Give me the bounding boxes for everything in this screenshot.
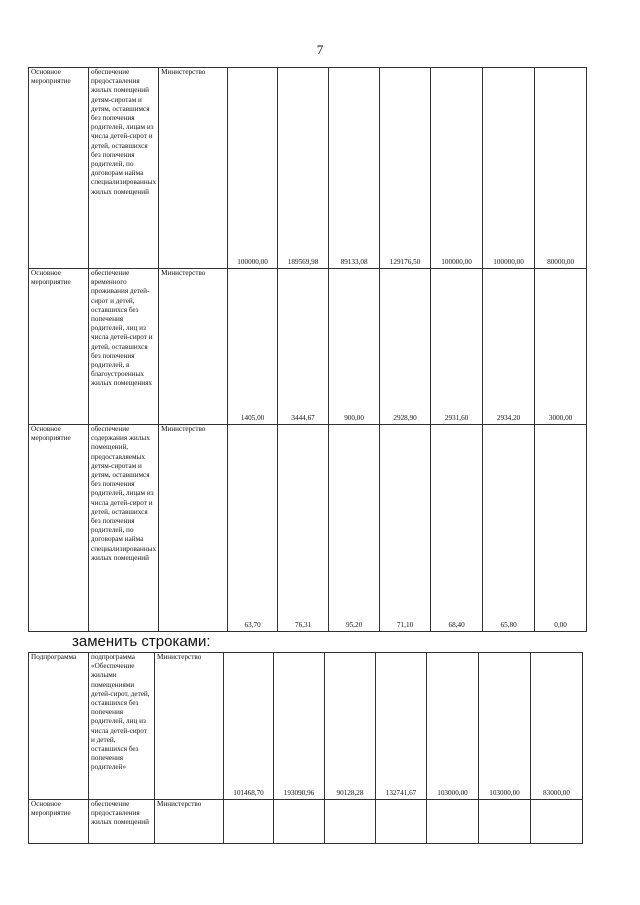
value-cell: 132741,67 [376,653,427,800]
value-cell: 80000,00 [535,68,587,269]
status-cell: Основное мероприятие [29,269,89,425]
status-cell: Основное мероприятие [29,800,89,844]
value-cell: 3000,00 [535,269,587,425]
description-cell: обеспечение содержания жилых помещений, предоставляемых детям-сиротам и детям, оставшимся без попечения родителей, лицам из числа детей-сирот и детей, оставшихся без попечения родителей, по договорам найма специализированных жилых помещений [89,425,159,632]
value-cell: 1405,00 [228,269,278,425]
value-cell [325,800,376,844]
table-row [29,269,587,425]
responsible-cell: Министерство [155,653,224,800]
value-cell: 189569,98 [278,68,329,269]
value-cell [224,800,274,844]
value-cell [274,800,325,844]
value-cell: 68,40 [431,425,483,632]
value-cell [427,800,479,844]
value-cell: 103000,00 [479,653,531,800]
value-cell: 900,00 [329,269,380,425]
value-cell: 95,20 [329,425,380,632]
status-cell: Основное мероприятие [29,68,89,269]
value-cell: 71,10 [380,425,431,632]
value-cell [531,800,583,844]
value-cell: 2931,60 [431,269,483,425]
value-cell [479,800,531,844]
table-row [29,800,583,844]
table-row [29,425,587,632]
value-cell: 100000,00 [228,68,278,269]
responsible-cell: Министерство [159,68,228,269]
description-cell: обеспечение предоставления жилых помещений детям-сиротам и детям, оставшимся без попечения родителей, лицам из числа детей-сирот и детей, оставшихся без попечения родителей, по договорам найма специализированных жилых помещений [89,68,159,269]
value-cell: 83000,00 [531,653,583,800]
value-cell: 101468,70 [224,653,274,800]
responsible-cell: Министерство [159,269,228,425]
budget-table-top [28,67,587,632]
description-cell: подпрограмма «Обеспечение жилыми помещениями детей-сирот, детей, оставшихся без попечения родителей, лиц из числа детей-сирот и детей, оставшихся без попечения родителей» [89,653,155,800]
replace-with-rows-text: заменить строками: [72,633,211,650]
value-cell: 89133,08 [329,68,380,269]
value-cell: 76,31 [278,425,329,632]
description-cell: обеспечение временного проживания детей-сирот и детей, оставшихся без попечения родителей, лиц из числа детей-сирот и детей, оставшихся без попечения родителей, в благоустроенных жилых помещениях [89,269,159,425]
value-cell: 2934,20 [483,269,535,425]
value-cell [376,800,427,844]
status-cell: Основное мероприятие [29,425,89,632]
responsible-cell: Министерство [159,425,228,632]
value-cell: 2928,90 [380,269,431,425]
value-cell: 3444,67 [278,269,329,425]
page-number: 7 [316,42,324,57]
value-cell: 129176,50 [380,68,431,269]
table-row [29,68,587,269]
value-cell: 65,80 [483,425,535,632]
table-row [29,653,583,800]
responsible-cell: Министерство [155,800,224,844]
value-cell: 103000,00 [427,653,479,800]
value-cell: 100000,00 [431,68,483,269]
value-cell: 63,70 [228,425,278,632]
value-cell: 100000,00 [483,68,535,269]
description-cell: обеспечение предоставления жилых помещений [89,800,155,844]
budget-table-bottom [28,652,583,844]
status-cell: Подпрограмма [29,653,89,800]
value-cell: 193090,96 [274,653,325,800]
value-cell: 0,00 [535,425,587,632]
value-cell: 90128,28 [325,653,376,800]
